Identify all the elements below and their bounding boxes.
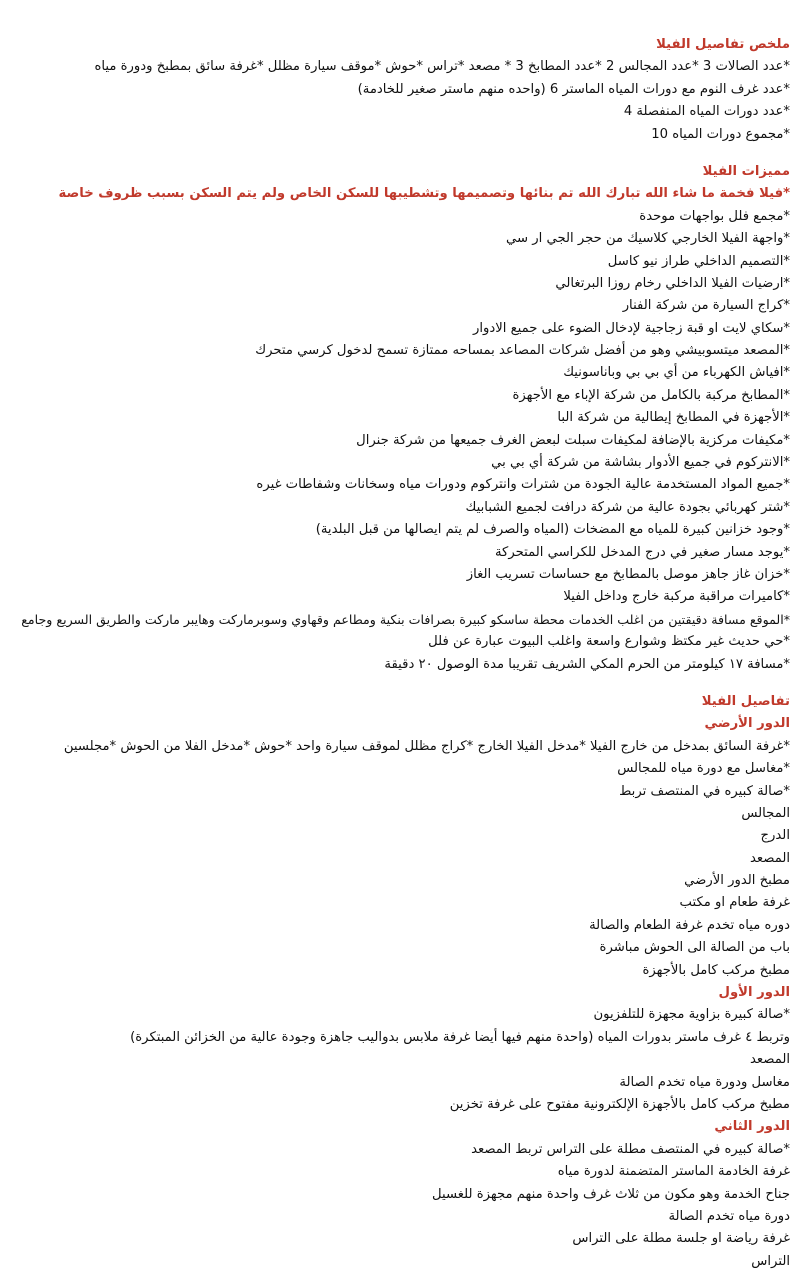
floors-container [8,713,790,1273]
feature-line: *الأجهزة في المطابخ إيطالية من شركة البا [557,410,790,426]
summary-section [8,34,790,146]
feature-line: *يوجد مسار صغير في درج المدخل للكراسي المتحركة [494,544,790,560]
floor-line: المصعد [749,1052,790,1068]
summary-line: *عدد دورات المياه المنفصلة 4 [623,104,790,120]
feature-line: *وجود خزانين كبيرة للمياه مع المضخات (المياه والصرف لم يتم ايصالها من قبل البلدية) [315,522,790,538]
floor-line: دوره مياه تخدم غرفة الطعام والصالة [589,917,790,933]
floor-line: غرفة الخادمة الماستر المتضمنة لدورة مياه [557,1164,790,1180]
floor-block [8,713,790,982]
floor-title: الدور الثاني [714,1119,790,1135]
floor-line: غرفة رياضة او جلسة مطلة على التراس [572,1231,790,1247]
feature-line: *المصعد ميتسوبيشي وهو من أفضل شركات المصاعد بمساحه ممتازة تسمح لدخول كرسي متحرك [255,343,790,359]
villa-document [8,34,790,1273]
features-highlight: *فيلا فخمة ما شاء الله تبارك الله تم بنائها وتصميمها وتشطيبها للسكن الخاص ولم يتم السكن بسبب ظروف خاصة [58,186,790,202]
summary-line: *عدد غرف النوم مع دورات المياه الماستر 6 (واحده منهم ماستر صغير للخادمة) [357,81,790,97]
summary-lines [8,56,790,146]
details-title: تفاصيل الفيلا [701,693,790,709]
floor-block [8,982,790,1116]
feature-line: *الموقع مسافة دقيقتين من اغلب الخدمات محطة ساسكو كبيرة بصرافات بنكية ومطاعم وقهاوي وسوبرماركت وهايبر ماركت والطريق السريع وجامع [21,611,790,627]
floor-line: غرفة طعام او مكتب [679,895,790,911]
summary-line: *مجموع دورات المياه 10 [651,126,790,142]
feature-line: *شتر كهربائي بجودة عالية من شركة درافت لجميع الشبابيك [465,499,790,515]
floor-line: *صالة كبيره في المنتصف تربط [619,783,790,799]
floor-line: المصعد [749,850,790,866]
feature-line: *التصميم الداخلي طراز نيو كاسل [607,253,790,269]
feature-line: *كراج السيارة من شركة الفنار [622,298,790,314]
feature-line: *سكاي لايت او قبة زجاجية لإدخال الضوء على جميع الادوار [473,320,790,336]
floor-line: *صالة كبيره في المنتصف مطلة على التراس تربط المصعد [471,1141,790,1157]
feature-line: *مسافة ١٧ كيلومتر من الحرم المكي الشريف تقريبا مدة الوصول ٢٠ دقيقة [384,656,790,672]
floor-line: التراس [751,1253,790,1269]
floor-line: المجالس [741,805,790,821]
feature-line: *المطابخ مركبة بالكامل من شركة الإباء مع الأجهزة [512,387,790,403]
feature-line: *مكيفات مركزية بالإضافة لمكيفات سبلت لبعض الغرف جميعها من شركة جنرال [356,432,790,448]
floor-line: مغاسل ودورة مياه تخدم الصالة [619,1074,790,1090]
floor-line: جناح الخدمة وهو مكون من ثلاث غرف واحدة منهم مجهزة للغسيل [432,1186,790,1202]
feature-line: *الانتركوم في جميع الأدوار بشاشة من شركة أي بي بي [491,455,790,471]
floor-line: الدرج [760,828,790,844]
feature-line: *جميع المواد المستخدمة عالية الجودة من شترات وانتركوم ودورات مياه وسخانات وشفاطات غيره [256,477,790,493]
floor-title: الدور الأرضي [704,716,790,732]
floor-line: *غرفة السائق بمدخل من خارج الفيلا *مدخل الفيلا الخارج *كراج مظلل لموقف سيارة واحد *حوش *مدخل الفلا من الحوش *مجلسين [63,738,790,754]
feature-line: *واجهة الفيلا الخارجي كلاسيك من حجر الجي ار سي [506,231,790,247]
floor-line: مطبخ مركب كامل بالأجهزة [642,962,790,978]
features-title: مميزات الفيلا [702,163,790,179]
floor-line: دورة مياه تخدم الصالة [668,1208,790,1224]
floor-block [8,1116,790,1273]
summary-line: *عدد الصالات 3 *عدد المجالس 2 *عدد المطابخ 3 * مصعد *تراس *حوش *موقف سيارة مظلل *غرفة سائق بمطبخ ودورة مياه [94,59,790,75]
feature-line: *حي حديث غير مكتظ وشوارع واسعة واغلب البيوت عبارة عن فلل [428,634,790,650]
feature-line: *افياش الكهرباء من أي بي بي وباناسونيك [563,365,790,381]
details-section [8,691,790,1273]
feature-line: *مجمع فلل بواجهات موحدة [639,208,790,224]
floor-line: *مغاسل مع دورة مياه للمجالس [617,761,790,777]
feature-line: *ارضيات الفيلا الداخلي رخام روزا البرتغالي [555,275,790,291]
floor-title: الدور الأول [718,985,790,1001]
feature-line: *خزان غاز جاهز موصل بالمطابخ مع حساسات تسريب الغاز [466,566,790,582]
floor-line: مطبخ مركب كامل بالأجهزة الإلكترونية مفتوح على غرفة تخزين [449,1096,790,1112]
floor-line: باب من الصالة الى الحوش مباشرة [599,940,790,956]
feature-line: *كاميرات مراقبة مركبة خارج وداخل الفيلا [563,589,790,605]
floor-line: *صالة كبيرة بزاوية مجهزة للتلفزيون [593,1007,790,1023]
floor-line: مطبخ الدور الأرضي [684,873,790,889]
summary-title: ملخص تفاصيل الفيلا [656,37,790,52]
features-section [8,161,790,676]
floor-line: وتربط ٤ غرف ماستر بدورات المياه (واحدة منهم فيها أيضا غرفة ملابس بدواليب جاهزة وجودة عالية من الخزائن المبتكرة) [130,1029,790,1045]
features-lines [8,206,790,676]
